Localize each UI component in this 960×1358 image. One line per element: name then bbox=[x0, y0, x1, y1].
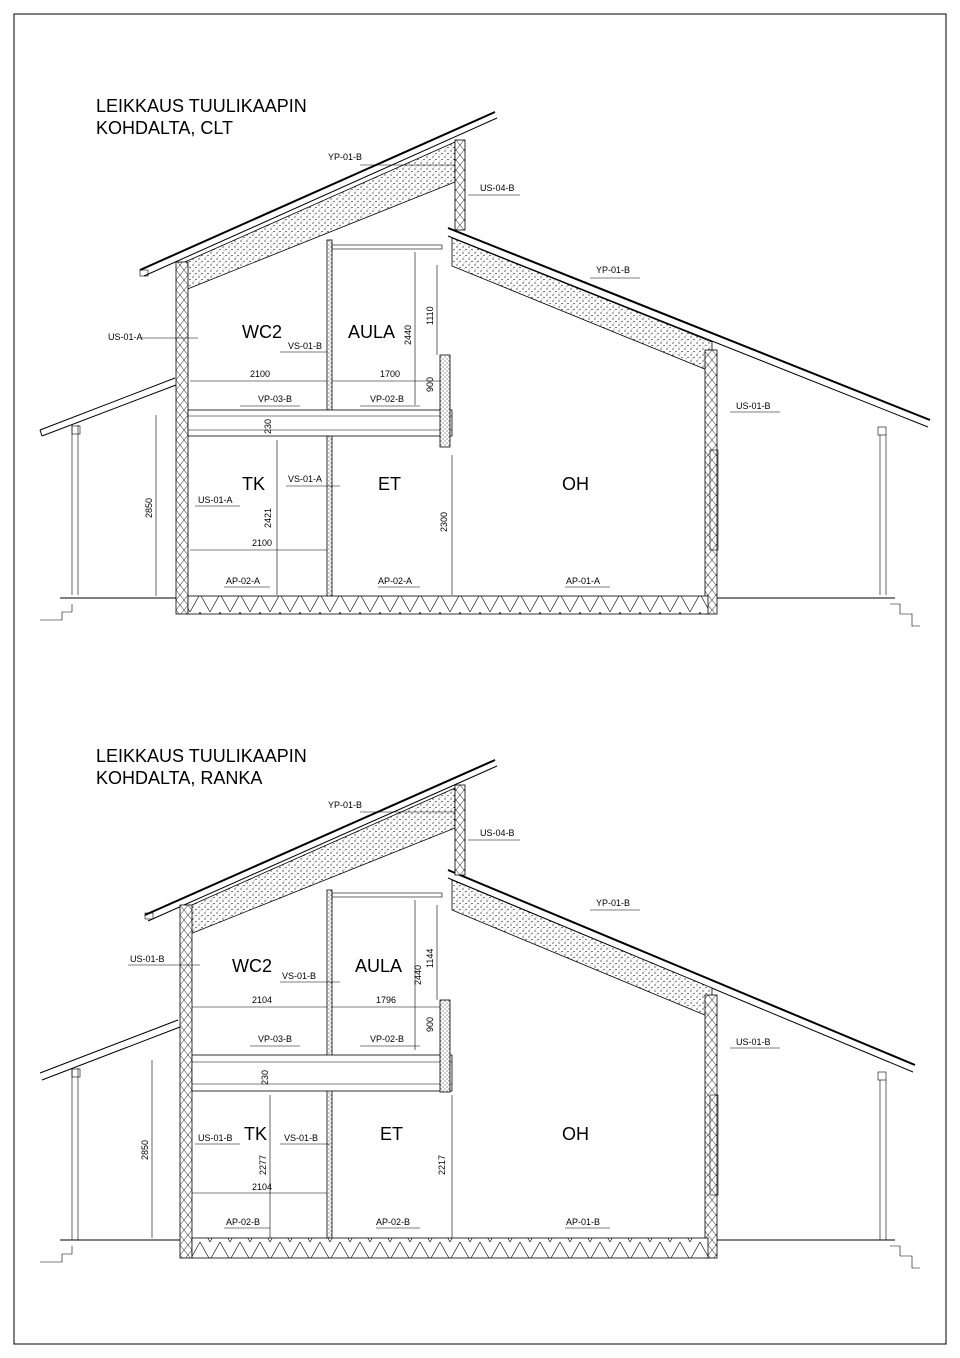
tag-us-right: US-01-B bbox=[736, 401, 771, 411]
dim-et-height: 2300 bbox=[439, 511, 449, 532]
room-tk: TK bbox=[244, 1124, 268, 1144]
room-oh: OH bbox=[562, 474, 589, 494]
main-roof-right bbox=[448, 228, 930, 595]
tag-us-tk: US-01-B bbox=[198, 1133, 233, 1143]
dim-upper-left-width: 2104 bbox=[252, 995, 273, 1005]
dim-floor-thickness: 230 bbox=[263, 418, 273, 434]
tag-vp02: VP-02-B bbox=[370, 394, 405, 404]
tag-us-left: US-01-B bbox=[130, 954, 165, 964]
ground-slab bbox=[188, 596, 708, 614]
tag-vs-upper: VS-01-B bbox=[282, 971, 317, 981]
section-title-line2: KOHDALTA, RANKA bbox=[96, 768, 263, 788]
intermediate-floor bbox=[192, 1055, 452, 1091]
dim-tk-height: 2277 bbox=[258, 1154, 268, 1175]
dim-overall-height: 2850 bbox=[140, 1139, 150, 1160]
main-roof-right bbox=[448, 870, 915, 1240]
left-exterior-wall bbox=[180, 905, 192, 1258]
dim-upper-right-width: 1796 bbox=[376, 995, 397, 1005]
section-clt bbox=[40, 96, 930, 626]
section-title-line1: LEIKKAUS TUULIKAAPIN bbox=[96, 746, 307, 766]
dim-rail: 900 bbox=[425, 376, 435, 392]
tag-us-tk: US-01-A bbox=[198, 495, 233, 505]
tag-vp03: VP-03-B bbox=[258, 394, 293, 404]
room-tk: TK bbox=[242, 474, 266, 494]
section-title-line1: LEIKKAUS TUULIKAAPIN bbox=[96, 96, 307, 116]
dim-tk-height: 2421 bbox=[263, 507, 273, 528]
right-exterior-wall bbox=[705, 995, 717, 1258]
dim-tk-width: 2100 bbox=[252, 538, 273, 548]
tag-vp03: VP-03-B bbox=[258, 1034, 293, 1044]
tag-yp-right: YP-01-B bbox=[596, 898, 631, 908]
tag-vp02: VP-02-B bbox=[370, 1034, 405, 1044]
tag-vs-upper: VS-01-B bbox=[288, 341, 323, 351]
main-roof-left bbox=[140, 112, 497, 290]
tag-ap-mid: AP-02-B bbox=[376, 1217, 411, 1227]
dim-et-height: 2217 bbox=[437, 1154, 447, 1175]
dim-overall-height: 2850 bbox=[144, 497, 154, 518]
dim-upper-right-width: 1700 bbox=[380, 369, 401, 379]
tag-vs-lower: VS-01-A bbox=[288, 474, 323, 484]
clerestory-wall bbox=[455, 785, 465, 875]
tag-us04: US-04-B bbox=[480, 828, 515, 838]
dim-upper-left-width: 2100 bbox=[250, 369, 271, 379]
dim-aula-height: 2440 bbox=[403, 324, 413, 345]
sheet-frame bbox=[14, 14, 946, 1344]
room-wc2: WC2 bbox=[232, 956, 272, 976]
dim-tk-width: 2104 bbox=[252, 1182, 273, 1192]
left-exterior-wall bbox=[176, 262, 188, 614]
clerestory-wall bbox=[455, 140, 465, 230]
intermediate-floor bbox=[188, 410, 452, 436]
room-aula: AULA bbox=[348, 322, 396, 342]
railing bbox=[440, 355, 450, 447]
right-exterior-wall bbox=[705, 350, 717, 614]
tag-ap-mid: AP-02-A bbox=[378, 576, 413, 586]
dim-rail: 900 bbox=[425, 1016, 435, 1032]
room-oh: OH bbox=[562, 1124, 589, 1144]
tag-yp-top: YP-01-B bbox=[328, 800, 363, 810]
room-et: ET bbox=[378, 474, 402, 494]
tag-us04: US-04-B bbox=[480, 183, 515, 193]
tag-ap-left: AP-02-B bbox=[226, 1217, 261, 1227]
tag-us-left: US-01-A bbox=[108, 332, 143, 342]
room-aula: AULA bbox=[355, 956, 403, 976]
ground-slab bbox=[192, 1238, 708, 1258]
dim-floor-thickness: 230 bbox=[260, 1069, 270, 1085]
dim-clerestory: 1144 bbox=[425, 948, 435, 968]
tag-ap-right: AP-01-A bbox=[566, 576, 601, 586]
tag-vs-lower: VS-01-B bbox=[284, 1133, 319, 1143]
room-wc2: WC2 bbox=[242, 322, 282, 342]
tag-yp-top: YP-01-B bbox=[328, 152, 363, 162]
left-porch-roof bbox=[40, 378, 176, 595]
left-porch-roof bbox=[40, 1020, 180, 1240]
tag-us-right: US-01-B bbox=[736, 1037, 771, 1047]
dim-aula-height: 2440 bbox=[413, 964, 423, 985]
ceiling-beam bbox=[332, 245, 442, 249]
tag-ap-left: AP-02-A bbox=[226, 576, 261, 586]
room-et: ET bbox=[380, 1124, 404, 1144]
section-title-line2: KOHDALTA, CLT bbox=[96, 118, 234, 138]
dim-clerestory: 1110 bbox=[425, 306, 435, 325]
section-ranka bbox=[40, 746, 920, 1268]
ceiling-beam bbox=[332, 893, 442, 897]
tag-yp-right: YP-01-B bbox=[596, 265, 631, 275]
tag-ap-right: AP-01-B bbox=[566, 1217, 601, 1227]
railing bbox=[440, 1000, 450, 1092]
